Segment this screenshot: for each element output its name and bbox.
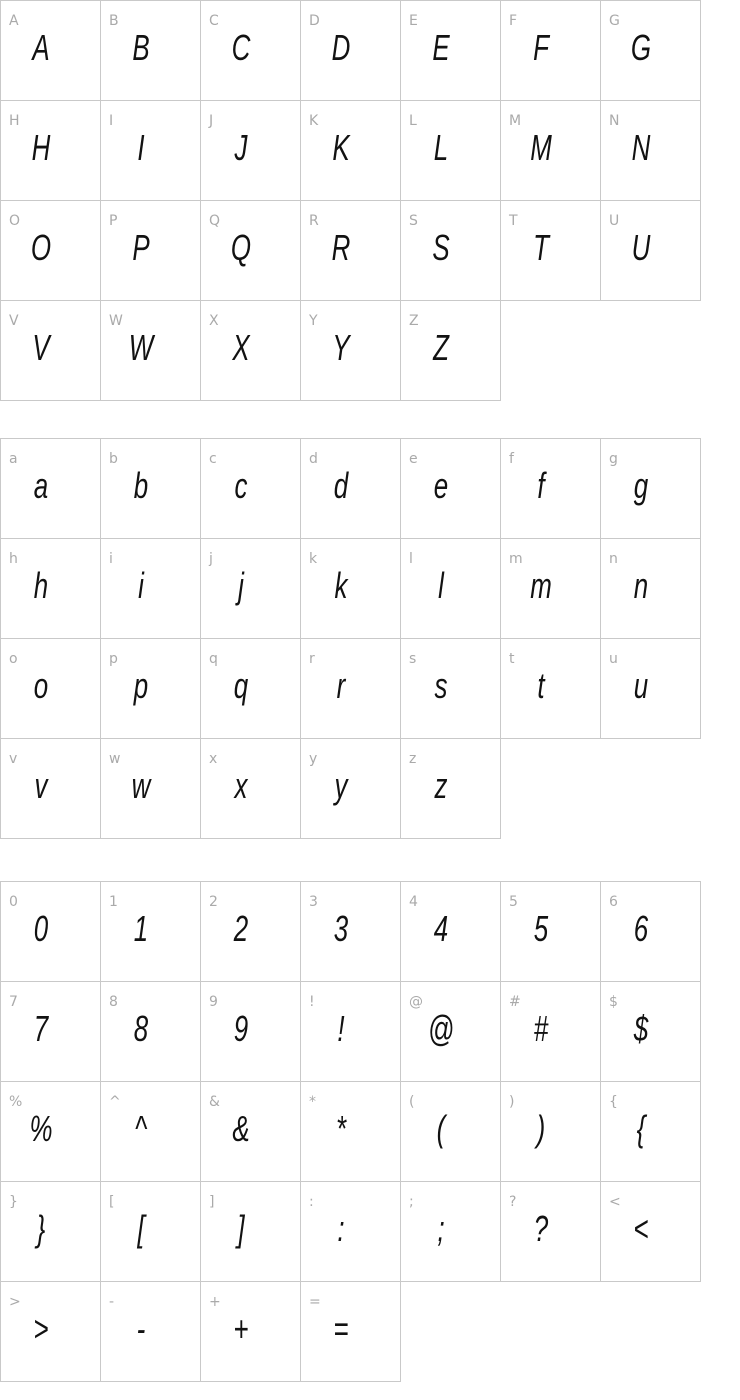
glyph-cell bbox=[1, 539, 101, 639]
cell-glyph: o bbox=[33, 665, 49, 706]
cell-label: U bbox=[609, 213, 620, 229]
glyph-row bbox=[1, 639, 701, 739]
cell-label: T bbox=[509, 213, 518, 229]
glyph-cell bbox=[401, 439, 501, 539]
cell-glyph: I bbox=[137, 127, 145, 168]
glyph-cell bbox=[601, 882, 701, 982]
glyph-cell bbox=[201, 539, 301, 639]
cell-label: x bbox=[209, 751, 218, 767]
cell-glyph: 5 bbox=[533, 908, 549, 949]
cell-glyph: t bbox=[537, 665, 545, 706]
cell-glyph: M bbox=[530, 127, 552, 168]
glyph-cell bbox=[401, 1, 501, 101]
cell-label: j bbox=[209, 551, 213, 567]
glyph-cell bbox=[1, 982, 101, 1082]
glyph-cell bbox=[301, 1282, 401, 1382]
glyph-cell bbox=[1, 882, 101, 982]
glyph-row bbox=[1, 1, 701, 101]
glyph-row bbox=[1, 301, 701, 401]
cell-glyph: Z bbox=[433, 327, 449, 368]
glyph-row bbox=[1, 1282, 701, 1382]
cell-glyph: B bbox=[132, 27, 150, 68]
glyph-cell bbox=[1, 101, 101, 201]
cell-label: F bbox=[509, 13, 518, 29]
glyph-cell bbox=[401, 1182, 501, 1282]
cell-glyph: G bbox=[630, 27, 652, 68]
glyph-cell bbox=[101, 1182, 201, 1282]
glyph-cell bbox=[201, 982, 301, 1082]
cell-glyph: - bbox=[136, 1308, 146, 1349]
cell-glyph: ^ bbox=[134, 1108, 148, 1149]
cell-glyph: u bbox=[633, 665, 649, 706]
cell-label: k bbox=[309, 551, 318, 567]
cell-label: h bbox=[9, 551, 18, 567]
cell-label: + bbox=[209, 1294, 221, 1310]
cell-label: i bbox=[109, 551, 113, 567]
cell-glyph: L bbox=[433, 127, 449, 168]
cell-label: q bbox=[209, 651, 218, 667]
cell-label: < bbox=[609, 1194, 621, 1210]
cell-glyph: C bbox=[231, 27, 251, 68]
glyph-cell bbox=[401, 639, 501, 739]
cell-glyph: ? bbox=[533, 1208, 549, 1249]
cell-glyph: x bbox=[234, 765, 248, 806]
glyph-cell bbox=[601, 1182, 701, 1282]
cell-glyph: R bbox=[331, 227, 351, 268]
cell-label: } bbox=[9, 1194, 18, 1210]
cell-glyph: 8 bbox=[133, 1008, 149, 1049]
cell-label: v bbox=[9, 751, 18, 767]
cell-glyph: ! bbox=[337, 1008, 345, 1049]
glyph-cell bbox=[1, 739, 101, 839]
glyph-cell bbox=[401, 301, 501, 401]
cell-label: ) bbox=[509, 1094, 515, 1110]
cell-glyph: % bbox=[29, 1108, 53, 1149]
cell-label: n bbox=[609, 551, 618, 567]
cell-label: o bbox=[9, 651, 18, 667]
cell-label: C bbox=[209, 13, 219, 29]
glyph-cell bbox=[301, 439, 401, 539]
cell-glyph: 1 bbox=[133, 908, 149, 949]
cell-glyph: Q bbox=[230, 227, 252, 268]
cell-glyph: $ bbox=[633, 1008, 649, 1049]
cell-label: Y bbox=[309, 313, 318, 329]
glyph-row bbox=[1, 101, 701, 201]
cell-glyph: k bbox=[334, 565, 348, 606]
cell-label: G bbox=[609, 13, 620, 29]
cell-glyph: e bbox=[433, 465, 449, 506]
cell-label: b bbox=[109, 451, 118, 467]
glyph-cell bbox=[1, 1, 101, 101]
cell-label: X bbox=[209, 313, 219, 329]
cell-label: > bbox=[9, 1294, 21, 1310]
glyph-cell bbox=[301, 301, 401, 401]
glyph-cell bbox=[601, 639, 701, 739]
cell-label: * bbox=[309, 1094, 316, 1110]
glyph-cell bbox=[101, 639, 201, 739]
cell-label: ( bbox=[409, 1094, 415, 1110]
cell-glyph: = bbox=[333, 1308, 349, 1349]
cell-label: = bbox=[309, 1294, 321, 1310]
cell-label: 8 bbox=[109, 994, 118, 1010]
cell-label: g bbox=[609, 451, 618, 467]
glyph-row bbox=[1, 201, 701, 301]
glyph-cell bbox=[601, 1, 701, 101]
cell-label: - bbox=[109, 1294, 115, 1310]
cell-glyph: @ bbox=[427, 1008, 455, 1049]
cell-label: d bbox=[309, 451, 318, 467]
glyph-cell bbox=[201, 1, 301, 101]
cell-label: D bbox=[309, 13, 320, 29]
cell-label: M bbox=[509, 113, 522, 129]
cell-glyph: H bbox=[31, 127, 51, 168]
glyph-row bbox=[1, 1182, 701, 1282]
cell-label: L bbox=[409, 113, 417, 129]
cell-label: & bbox=[209, 1094, 220, 1110]
cell-glyph: : bbox=[337, 1208, 345, 1249]
cell-glyph: ( bbox=[436, 1108, 446, 1149]
cell-glyph: ] bbox=[237, 1208, 245, 1249]
glyph-cell bbox=[301, 739, 401, 839]
cell-label: J bbox=[209, 113, 214, 129]
cell-label: @ bbox=[409, 994, 423, 1010]
glyph-cell bbox=[101, 739, 201, 839]
cell-glyph: 3 bbox=[333, 908, 349, 949]
cell-glyph: 4 bbox=[433, 908, 449, 949]
cell-label: p bbox=[109, 651, 118, 667]
cell-label: R bbox=[309, 213, 319, 229]
cell-label: [ bbox=[109, 1194, 115, 1210]
cell-label: t bbox=[509, 651, 515, 667]
cell-glyph: d bbox=[333, 465, 349, 506]
glyph-cell bbox=[201, 639, 301, 739]
uppercase-letters-table bbox=[0, 0, 701, 401]
cell-glyph: m bbox=[530, 565, 552, 606]
cell-label: ; bbox=[409, 1194, 414, 1210]
glyph-cell bbox=[101, 1082, 201, 1182]
cell-label: 6 bbox=[609, 894, 618, 910]
cell-glyph: K bbox=[332, 127, 350, 168]
glyph-cell bbox=[1, 439, 101, 539]
cell-label: s bbox=[409, 651, 417, 667]
cell-glyph: r bbox=[336, 665, 346, 706]
cell-glyph: X bbox=[232, 327, 250, 368]
glyph-cell bbox=[201, 882, 301, 982]
glyph-cell bbox=[101, 882, 201, 982]
cell-glyph: 0 bbox=[33, 908, 49, 949]
cell-glyph: l bbox=[438, 565, 444, 606]
cell-glyph: n bbox=[633, 565, 649, 606]
glyph-cell bbox=[201, 301, 301, 401]
glyph-cell bbox=[201, 1282, 301, 1382]
cell-glyph: D bbox=[331, 27, 351, 68]
cell-glyph: c bbox=[234, 465, 248, 506]
cell-glyph: S bbox=[432, 227, 450, 268]
cell-glyph: V bbox=[32, 327, 50, 368]
cell-label: e bbox=[409, 451, 418, 467]
cell-label: 5 bbox=[509, 894, 518, 910]
cell-glyph: A bbox=[32, 27, 50, 68]
glyph-cell bbox=[301, 1082, 401, 1182]
cell-glyph: b bbox=[133, 465, 149, 506]
cell-glyph: > bbox=[33, 1308, 49, 1349]
glyph-cell bbox=[501, 1082, 601, 1182]
glyph-cell bbox=[201, 201, 301, 301]
cell-glyph: * bbox=[335, 1108, 347, 1149]
cell-label: { bbox=[609, 1094, 618, 1110]
cell-glyph: ; bbox=[437, 1208, 445, 1249]
glyph-cell bbox=[1, 1182, 101, 1282]
cell-glyph: ) bbox=[536, 1108, 546, 1149]
glyph-cell bbox=[301, 639, 401, 739]
cell-glyph: p bbox=[133, 665, 149, 706]
cell-glyph: T bbox=[533, 227, 549, 268]
glyph-cell bbox=[201, 101, 301, 201]
cell-label: % bbox=[9, 1094, 23, 1110]
cell-label: ? bbox=[509, 1194, 517, 1210]
lowercase-letters-table bbox=[0, 438, 701, 839]
cell-glyph: & bbox=[232, 1108, 250, 1149]
glyph-cell bbox=[201, 1182, 301, 1282]
glyph-cell bbox=[301, 1, 401, 101]
cell-label: E bbox=[409, 13, 418, 29]
cell-label: 4 bbox=[409, 894, 418, 910]
glyph-cell bbox=[501, 539, 601, 639]
glyph-cell bbox=[301, 882, 401, 982]
glyph-row bbox=[1, 882, 701, 982]
cell-glyph: h bbox=[33, 565, 49, 606]
cell-label: H bbox=[9, 113, 20, 129]
cell-label: f bbox=[509, 451, 514, 467]
cell-label: 7 bbox=[9, 994, 18, 1010]
glyph-cell bbox=[101, 539, 201, 639]
glyph-cell bbox=[301, 982, 401, 1082]
cell-glyph: y bbox=[334, 765, 348, 806]
cell-label: y bbox=[309, 751, 318, 767]
cell-label: I bbox=[109, 113, 114, 129]
cell-glyph: 2 bbox=[233, 908, 249, 949]
glyph-cell bbox=[101, 1, 201, 101]
glyph-cell bbox=[601, 101, 701, 201]
cell-glyph: O bbox=[30, 227, 52, 268]
digits-and-symbols-table bbox=[0, 881, 701, 1382]
glyph-cell bbox=[501, 639, 601, 739]
glyph-cell bbox=[101, 1282, 201, 1382]
cell-label: B bbox=[109, 13, 119, 29]
cell-glyph: 9 bbox=[233, 1008, 249, 1049]
cell-label: Q bbox=[209, 213, 221, 229]
cell-label: : bbox=[309, 1194, 314, 1210]
cell-label: A bbox=[9, 13, 19, 29]
glyph-cell bbox=[601, 201, 701, 301]
glyph-cell bbox=[301, 539, 401, 639]
cell-label: O bbox=[9, 213, 21, 229]
cell-label: a bbox=[9, 451, 18, 467]
glyph-cell bbox=[101, 201, 201, 301]
cell-glyph: a bbox=[33, 465, 49, 506]
glyph-cell bbox=[501, 101, 601, 201]
cell-glyph: U bbox=[631, 227, 651, 268]
glyph-cell bbox=[201, 439, 301, 539]
glyph-cell bbox=[301, 1182, 401, 1282]
cell-glyph: N bbox=[631, 127, 651, 168]
cell-label: 3 bbox=[309, 894, 318, 910]
cell-glyph: f bbox=[537, 465, 545, 506]
cell-label: r bbox=[309, 651, 315, 667]
cell-label: S bbox=[409, 213, 418, 229]
cell-glyph: < bbox=[633, 1208, 649, 1249]
glyph-cell bbox=[401, 1082, 501, 1182]
glyph-cell bbox=[601, 539, 701, 639]
glyph-cell bbox=[401, 101, 501, 201]
glyph-cell bbox=[501, 201, 601, 301]
cell-label: ! bbox=[309, 994, 315, 1010]
cell-label: V bbox=[9, 313, 19, 329]
glyph-cell bbox=[501, 1182, 601, 1282]
glyph-cell bbox=[101, 982, 201, 1082]
glyph-cell bbox=[501, 982, 601, 1082]
glyph-row bbox=[1, 1082, 701, 1182]
cell-label: c bbox=[209, 451, 217, 467]
cell-label: P bbox=[109, 213, 118, 229]
cell-label: # bbox=[509, 994, 521, 1010]
cell-label: l bbox=[409, 551, 413, 567]
cell-glyph: Y bbox=[332, 327, 350, 368]
cell-label: ] bbox=[209, 1194, 215, 1210]
cell-glyph: # bbox=[533, 1008, 549, 1049]
cell-glyph: J bbox=[234, 127, 248, 168]
cell-glyph: z bbox=[434, 765, 448, 806]
glyph-cell bbox=[401, 539, 501, 639]
cell-glyph: q bbox=[233, 665, 249, 706]
glyph-cell bbox=[501, 1, 601, 101]
glyph-cell bbox=[401, 201, 501, 301]
glyph-cell bbox=[201, 739, 301, 839]
cell-glyph: i bbox=[138, 565, 144, 606]
cell-label: ^ bbox=[109, 1094, 121, 1110]
glyph-cell bbox=[201, 1082, 301, 1182]
glyph-row bbox=[1, 739, 701, 839]
cell-label: 0 bbox=[9, 894, 18, 910]
glyph-cell bbox=[101, 439, 201, 539]
cell-glyph: v bbox=[34, 765, 48, 806]
cell-label: 9 bbox=[209, 994, 218, 1010]
cell-glyph: 6 bbox=[633, 908, 649, 949]
cell-label: 2 bbox=[209, 894, 218, 910]
cell-glyph: 7 bbox=[33, 1008, 49, 1049]
glyph-cell bbox=[601, 439, 701, 539]
cell-glyph: E bbox=[432, 27, 450, 68]
cell-glyph: W bbox=[128, 327, 154, 368]
cell-glyph: w bbox=[131, 765, 151, 806]
glyph-cell bbox=[401, 739, 501, 839]
glyph-cell bbox=[501, 439, 601, 539]
glyph-row bbox=[1, 539, 701, 639]
cell-glyph: s bbox=[434, 665, 448, 706]
cell-label: w bbox=[109, 751, 121, 767]
glyph-cell bbox=[401, 882, 501, 982]
cell-glyph: + bbox=[233, 1308, 249, 1349]
glyph-cell bbox=[101, 101, 201, 201]
cell-label: 1 bbox=[109, 894, 118, 910]
glyph-cell bbox=[501, 882, 601, 982]
cell-label: W bbox=[109, 313, 123, 329]
cell-label: $ bbox=[609, 994, 618, 1010]
glyph-cell bbox=[1, 301, 101, 401]
cell-label: Z bbox=[409, 313, 419, 329]
glyph-cell bbox=[301, 101, 401, 201]
cell-glyph: } bbox=[36, 1208, 46, 1249]
glyph-cell bbox=[601, 982, 701, 1082]
cell-glyph: F bbox=[533, 27, 549, 68]
cell-label: m bbox=[509, 551, 523, 567]
glyph-row bbox=[1, 982, 701, 1082]
glyph-cell bbox=[301, 201, 401, 301]
cell-glyph: j bbox=[238, 565, 244, 606]
glyph-cell bbox=[601, 1082, 701, 1182]
cell-label: u bbox=[609, 651, 618, 667]
glyph-cell bbox=[1, 201, 101, 301]
cell-label: K bbox=[309, 113, 319, 129]
cell-glyph: { bbox=[636, 1108, 646, 1149]
cell-label: z bbox=[409, 751, 417, 767]
glyph-row bbox=[1, 439, 701, 539]
cell-glyph: [ bbox=[137, 1208, 145, 1249]
cell-label: N bbox=[609, 113, 620, 129]
glyph-cell bbox=[1, 1282, 101, 1382]
glyph-cell bbox=[401, 982, 501, 1082]
glyph-cell bbox=[101, 301, 201, 401]
cell-glyph: P bbox=[132, 227, 150, 268]
glyph-cell bbox=[1, 639, 101, 739]
glyph-cell bbox=[1, 1082, 101, 1182]
cell-glyph: g bbox=[633, 465, 649, 506]
